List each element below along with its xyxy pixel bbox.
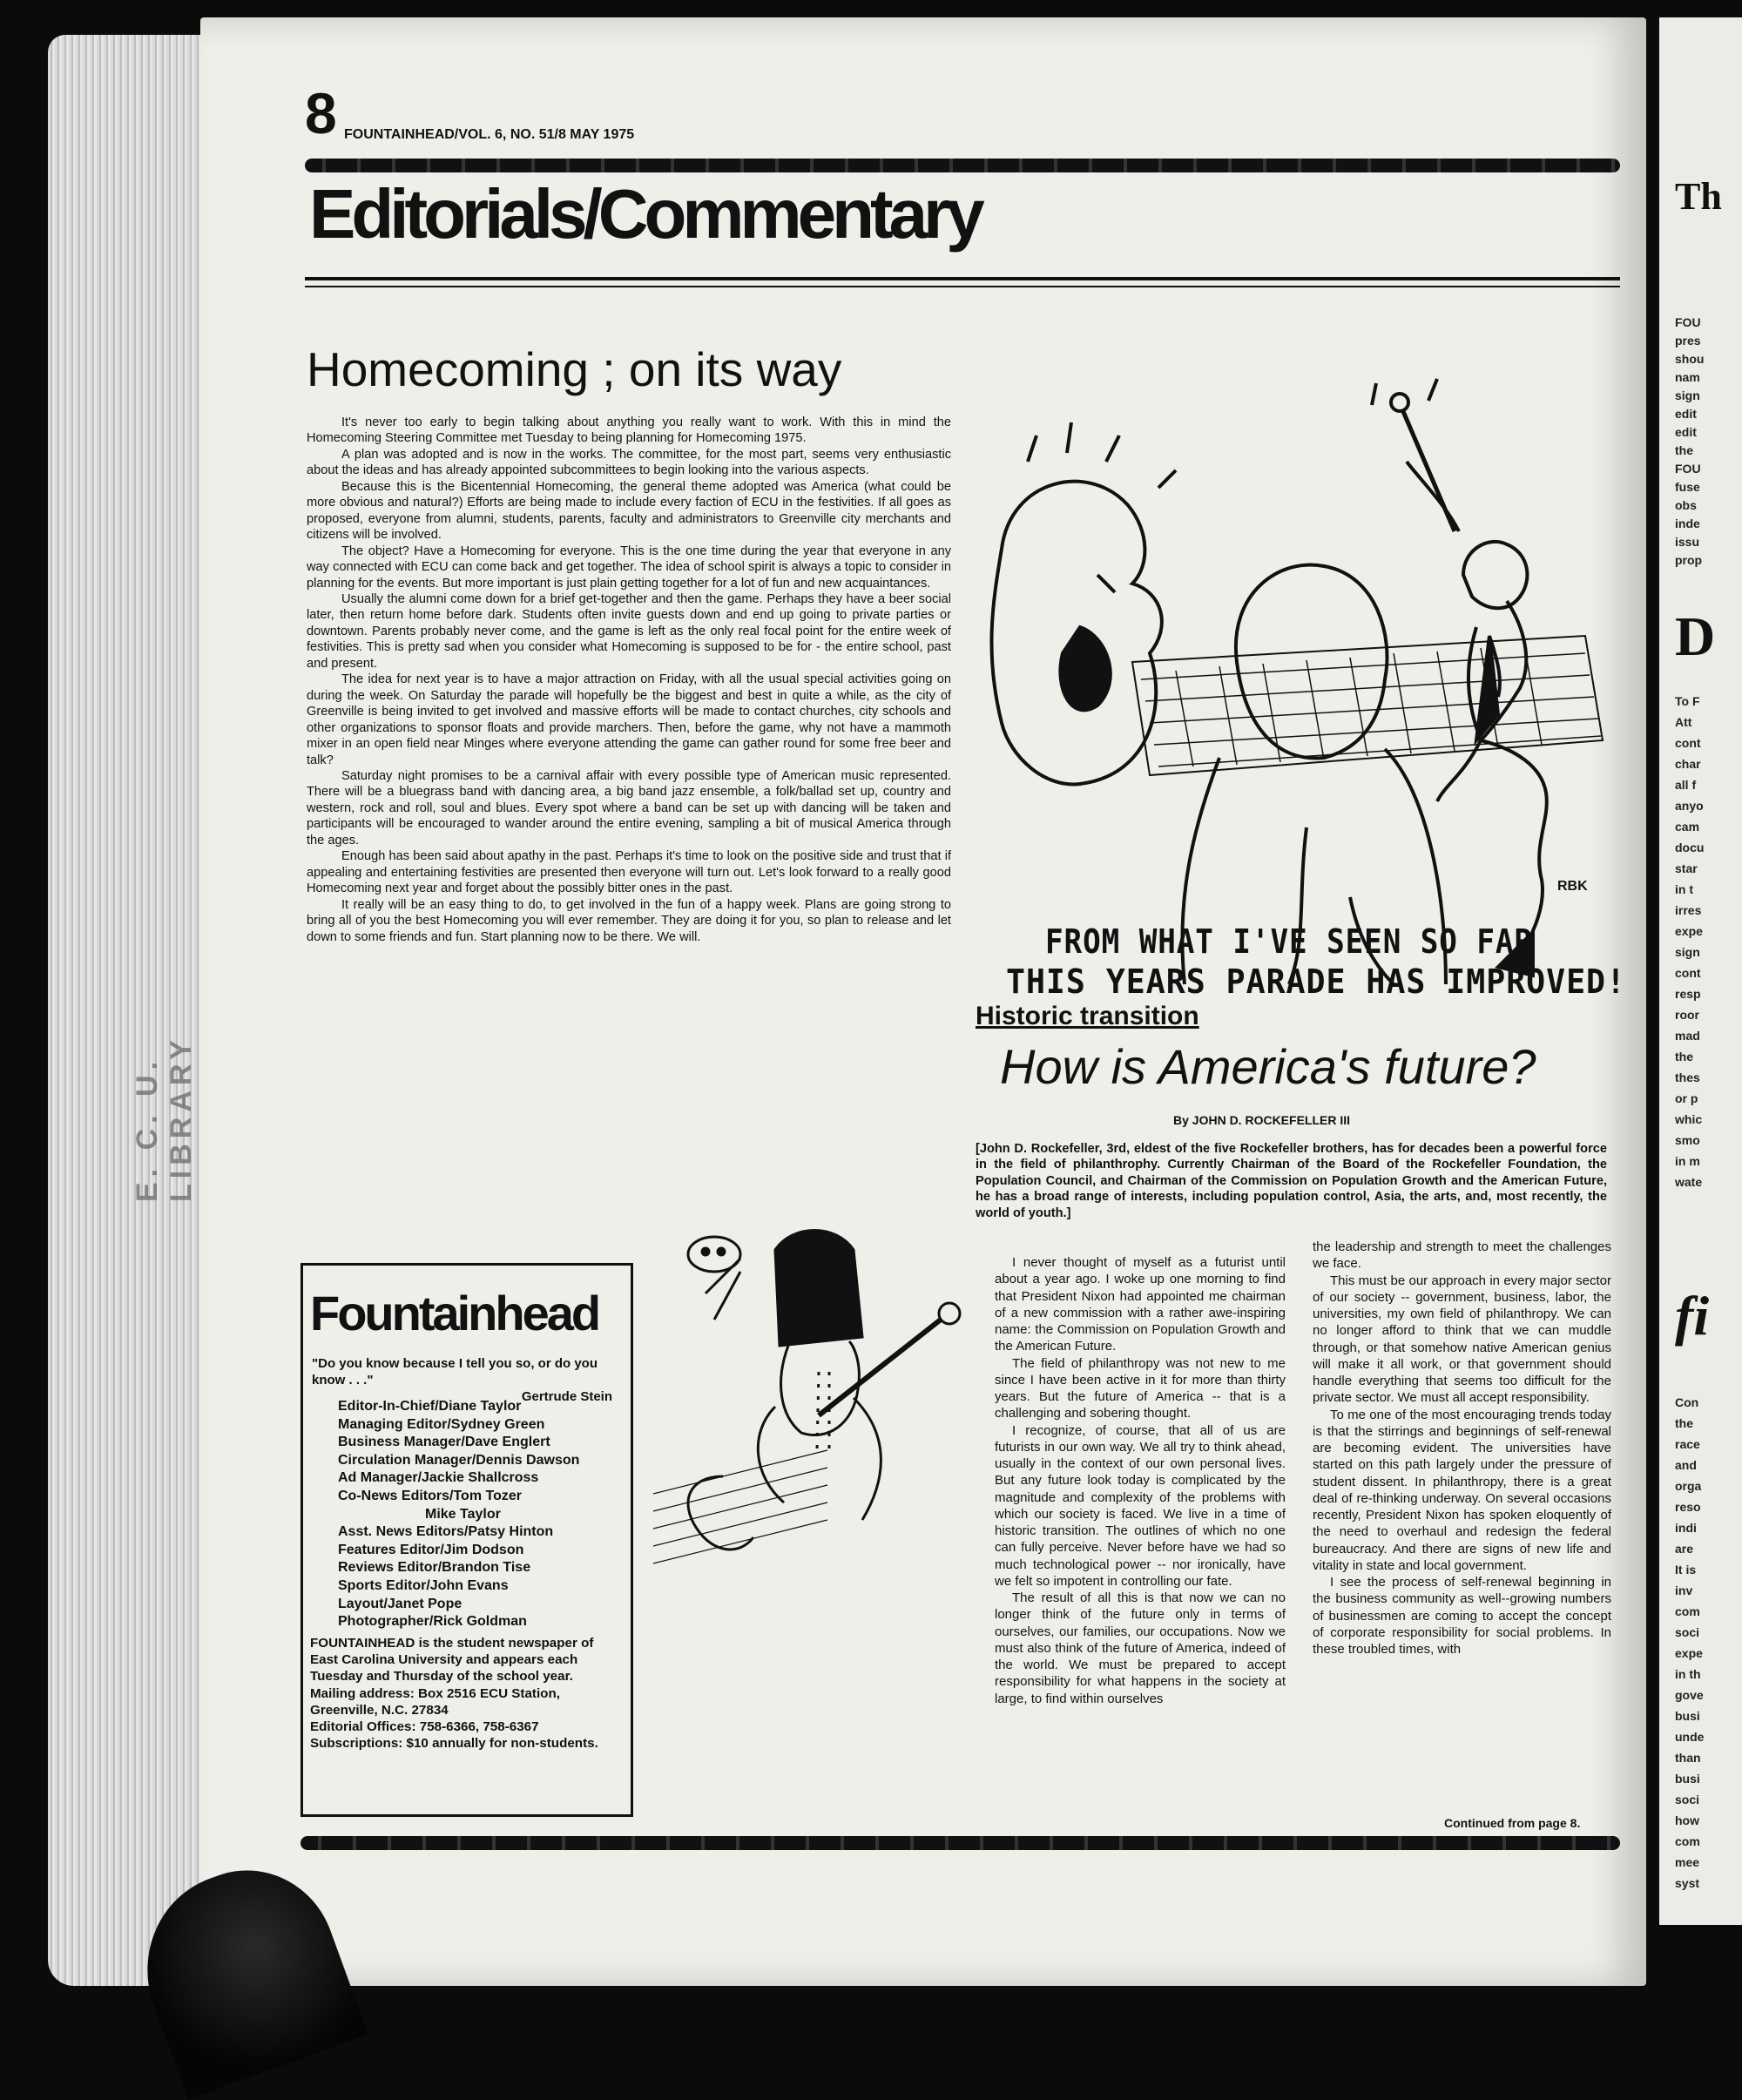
facing-page-fragment: smo <box>1675 1133 1700 1147</box>
article-paragraph: I recognize, of course, that all of us are futurists in our own way. We all try to think ahead, usually in the context of our own personal lives. But any future look today is complicated by the magnitude and complexity of the problems with which our society is faced. We live in a time of historic transition. The outlines of which no one can fully perceive. Never before have we had so much technological power -- nor ironically, have we felt so impotent in controlling our fate. <box>995 1422 1286 1589</box>
article-paragraph: To me one of the most encouraging trends today is that the stirrings and beginnings of self-renewal are becoming evident. The universities have started on this path largely under the pressure of student dissent. In philanthropy, there is a great deal of re-thinking underway. On several occasions recently, President Nixon has spoken eloquently of the need to overhaul and redesign the federal bureaucracy. And there are signs of new life and vitality in state and local government. <box>1313 1407 1611 1573</box>
section-rule-2 <box>305 286 1620 287</box>
article-intro: [John D. Rockefeller, 3rd, eldest of the five Rockefeller brothers, has for decades been a powerful force in the field of philanthrophy. Currently Chairman of the Board of the Rockefeller Foundation, the Population Council, and Chairman of the Commission on Population Growth and the American Future, he has a broad range of interests, including population control, Asia, the arts, and, most recently, the world of youth.] <box>976 1142 1607 1220</box>
article-column-2 <box>1313 1239 1611 1658</box>
editorial-body <box>307 415 951 945</box>
facing-page-fragment: prop <box>1675 553 1703 567</box>
facing-page <box>1659 17 1742 1925</box>
facing-page-fragment: D <box>1675 605 1716 667</box>
cartoon-caption-line-2: THIS YEARS PARADE HAS IMPROVED! <box>1006 962 1626 1001</box>
article-headline: How is America's future? <box>1000 1039 1536 1094</box>
facing-page-fragment: cont <box>1675 966 1701 980</box>
facing-page-fragment: cont <box>1675 736 1701 750</box>
page-number: 8 <box>305 81 337 145</box>
facing-page-fragment: nam <box>1675 370 1700 384</box>
editorial-paragraph: The idea for next year is to have a major attraction on Friday, with all the usual special activities going on during the week. On Saturday the parade will hopefully be the biggest and best in quite a while, as the city of Greenville is being invited to get involved and massive efforts will be made to contact churches, city schools and other organizations to sponsor floats and provide marchers. Then, before the game, why not have a mammoth mixer in an open field near Minges where everyone attending the game can gather round for some free beer and talk? <box>307 672 951 767</box>
subscriptions: Subscriptions: $10 annually for non-students. <box>310 1736 598 1752</box>
article-column-1 <box>995 1254 1286 1707</box>
facing-page-fragment: mad <box>1675 1029 1700 1043</box>
facing-page-fragment: mee <box>1675 1855 1700 1869</box>
facing-page-fragment: the <box>1675 1050 1693 1064</box>
staff-entry: Managing Editor/Sydney Green <box>338 1416 545 1432</box>
facing-page-fragment: gove <box>1675 1688 1704 1702</box>
facing-page-fragment: edit <box>1675 407 1697 421</box>
continued-note: Continued from page 8. <box>1444 1816 1581 1830</box>
facing-page-fragment: whic <box>1675 1112 1703 1126</box>
article-byline: By JOHN D. ROCKEFELLER III <box>1173 1113 1351 1127</box>
article-kicker: Historic transition <box>976 1002 1199 1030</box>
staff-entry: Reviews Editor/Brandon Tise <box>338 1560 531 1576</box>
facing-page-fragment: in th <box>1675 1667 1701 1681</box>
facing-page-fragment: expe <box>1675 924 1703 938</box>
facing-page-fragment: or p <box>1675 1091 1698 1105</box>
editorial-title: Homecoming ; on its way <box>307 342 842 396</box>
facing-page-fragment: in m <box>1675 1154 1700 1168</box>
cartoon-caption-line-1: FROM WHAT I'VE SEEN SO FAR <box>1045 922 1533 961</box>
article-paragraph: The field of philanthropy was not new to me since I have been active in it for more than thirty years. But the future of America -- that is a challenging and sobering thought. <box>995 1355 1286 1421</box>
facing-page-fragment: race <box>1675 1437 1700 1451</box>
facing-page-fragment: star <box>1675 861 1698 875</box>
masthead-quote-text: "Do you know because I tell you so, or do you know . . ." <box>312 1356 598 1388</box>
article-paragraph: I see the process of self-renewal beginning in the business community as well--growing numbers of businessmen are coming to accept the concept of corporate responsibility for social problems. In these troubled times, with <box>1313 1575 1611 1657</box>
facing-page-fragment: fuse <box>1675 480 1700 494</box>
staff-entry: Asst. News Editors/Patsy Hinton <box>338 1524 554 1540</box>
library-stamp: E. C. U. LIBRARY <box>131 1035 198 1202</box>
facing-page-fragment: than <box>1675 1751 1701 1765</box>
editorial-paragraph: A plan was adopted and is now in the works. The committee, for the most part, seems very enthusiastic about the ideas and has already appointed subcommittees to begin looking into the various aspects. <box>307 447 951 478</box>
editorial-paragraph: The object? Have a Homecoming for everyone. This is the one time during the year that everyone in any way connected with ECU can come back and get together. The idea of school spirit is always a topic to consider in planning for the events. But more important is just plain getting together for a lot of fun and new acquaintances. <box>307 544 951 591</box>
facing-page-fragment: irres <box>1675 903 1702 917</box>
facing-page-fragment: roor <box>1675 1008 1699 1022</box>
masthead-box <box>300 1263 633 1817</box>
editorial-paragraph: Saturday night promises to be a carnival affair with every possible type of American music represented. There will be a bluegrass band with dancing area, a big band jazz ensemble, a folk/ballad set up, country and western, rock and roll, soul and blues. Every spot where a band can be set up with dancing will be taken and participants will be encouraged to wander around the entire evening, sampling a bit of musical America through the ages. <box>307 768 951 847</box>
staff-entry: Co-News Editors/Tom Tozer <box>338 1488 522 1503</box>
mailing-address: Mailing address: Box 2516 ECU Station, Greenville, N.C. 27834 <box>310 1685 560 1718</box>
facing-page-fragment: all f <box>1675 778 1697 792</box>
facing-page-fragment: FOU <box>1675 462 1701 476</box>
facing-page-fragment: are <box>1675 1542 1694 1556</box>
editorial-offices: Editorial Offices: 758-6366, 758-6367 <box>310 1719 539 1735</box>
facing-page-fragment: shou <box>1675 352 1705 366</box>
staff-entry: Sports Editor/John Evans <box>338 1577 509 1593</box>
article-paragraph: I never thought of myself as a futurist until about a year ago. I woke up one morning to find that President Nixon had appointed me chairman of a new commission with a rather awe-inspiring name: the Commission on Population Growth and the American Future. <box>995 1255 1286 1354</box>
staff-entry: Photographer/Rick Goldman <box>338 1614 527 1630</box>
facing-page-fragment: cam <box>1675 820 1700 834</box>
section-rule-1 <box>305 277 1620 280</box>
staff-entry: Editor-In-Chief/Diane Taylor <box>338 1399 522 1414</box>
section-heading: Editorials/Commentary <box>309 175 981 253</box>
facing-page-fragment: how <box>1675 1813 1699 1827</box>
staff-entry: Ad Manager/Jackie Shallcross <box>338 1470 539 1486</box>
facing-page-fragment: It is <box>1675 1563 1697 1577</box>
facing-page-fragment: inv <box>1675 1583 1693 1597</box>
facing-page-fragment: issu <box>1675 535 1700 549</box>
facing-page-fragment: soci <box>1675 1793 1700 1806</box>
facing-page-fragment: obs <box>1675 498 1697 512</box>
facing-page-fragment: docu <box>1675 841 1705 854</box>
drum-major-cartoon <box>601 1189 967 1572</box>
facing-page-fragment: busi <box>1675 1709 1700 1723</box>
facing-page-fragment: com <box>1675 1604 1700 1618</box>
facing-page-fragment: pres <box>1675 334 1701 348</box>
staff-list <box>338 1398 579 1631</box>
facing-page-fragment: sign <box>1675 945 1700 959</box>
facing-page-fragment: inde <box>1675 517 1700 530</box>
masthead-quote-author: Gertrude Stein <box>521 1389 612 1404</box>
facing-page-fragment: char <box>1675 757 1701 771</box>
staff-entry: Circulation Manager/Dennis Dawson <box>338 1452 580 1468</box>
facing-page-fragment: expe <box>1675 1646 1703 1660</box>
bottom-wavy-rule <box>300 1836 1620 1850</box>
facing-page-fragment: To F <box>1675 694 1700 708</box>
masthead-title: Fountainhead <box>310 1286 599 1340</box>
article-paragraph: The result of all this is that now we can no longer think of the future only in terms of ourselves, our families, our occupations. Now we must also think of the future of America, indeed of the world. We must be prepared to accept responsibility for what happens in the society at large, to find within ourselves <box>995 1590 1286 1706</box>
facing-page-fragment: in t <box>1675 882 1693 896</box>
facing-page-fragment: FOU <box>1675 315 1701 329</box>
staff-entry: Features Editor/Jim Dodson <box>338 1542 524 1557</box>
editorial-paragraph: Usually the alumni come down for a brief get-together and then the game. Perhaps they have a beer social later, then return home before dark. Students often invite guests down and end up going to private parties or downtown. Parents probably never come, and the game is left as the only real focal point for the entire week of festivities. This is pretty sad when you consider what Homecoming is supposed to be for - the entire school, past and present. <box>307 591 951 671</box>
facing-page-fragment: Att <box>1675 715 1692 729</box>
staff-entry: Business Manager/Dave Englert <box>338 1435 550 1450</box>
facing-page-fragment: soci <box>1675 1625 1700 1639</box>
facing-page-fragment: sign <box>1675 388 1700 402</box>
article-paragraph: This must be our approach in every major sector of our society -- government, business, labor, the universities, my own field of philanthropy. We can no longer afford to think that we can muddle through, or that somehow native American genius will make it all work, or that government should handle everything that seems too difficult for the private sector. We must all accept responsibility. <box>1313 1273 1611 1406</box>
facing-page-fragment: syst <box>1675 1876 1700 1890</box>
facing-page-fragment: anyo <box>1675 799 1704 813</box>
editorial-paragraph: It really will be an easy thing to do, to get involved in the fun of a happy week. Plans are going strong to bring all of you the best Homecoming you will ever remember. They are doing it for you, so plan to release and let down to some friends and fun. Start planning now to be there. We will. <box>307 897 951 944</box>
facing-page-fragment: the <box>1675 443 1693 457</box>
cartoon-signature: RBK <box>1557 879 1588 894</box>
about-text: FOUNTAINHEAD is the student newspaper of East Carolina University and appears each Tuesday and Thursday of the school year. <box>310 1636 594 1685</box>
staff-entry: Layout/Janet Pope <box>338 1596 463 1611</box>
facing-page-fragment: the <box>1675 1416 1693 1430</box>
facing-page-fragment: busi <box>1675 1772 1700 1786</box>
staff-entry: Mike Taylor <box>425 1506 501 1522</box>
editorial-paragraph: Enough has been said about apathy in the past. Perhaps it's time to look on the positive side and trust that if appealing and entertaining festivities are presented then everyone will turn out. Let's look forward to a really good Homecoming next year and forget about the possibly bitter ones in the past. <box>307 849 951 896</box>
folio-line: FOUNTAINHEAD/VOL. 6, NO. 51/8 MAY 1975 <box>344 127 635 142</box>
editorial-paragraph: Because this is the Bicentennial Homecoming, the general theme adopted was America (what could be more obvious and natural?) Efforts are being made to include every faction of ECU in the festivities. If all goes as proposed, everyone from alumni, students, parents, faculty and administrators to Greenville city merchants and citizens will be involved. <box>307 479 951 543</box>
facing-page-fragment: Th <box>1675 175 1722 218</box>
facing-page-fragment: orga <box>1675 1479 1702 1493</box>
parade-cartoon <box>976 375 1637 1002</box>
article-paragraph: the leadership and strength to meet the challenges we face. <box>1313 1239 1611 1272</box>
facing-page-fragment: edit <box>1675 425 1697 439</box>
facing-page-fragment: indi <box>1675 1521 1697 1535</box>
facing-page-fragment: reso <box>1675 1500 1701 1514</box>
facing-page-fragment: thes <box>1675 1070 1700 1084</box>
top-wavy-rule <box>305 159 1620 172</box>
facing-page-fragment: com <box>1675 1834 1700 1848</box>
facing-page-fragment: and <box>1675 1458 1697 1472</box>
masthead-about <box>310 1635 619 1752</box>
facing-page-fragment: fi <box>1675 1285 1710 1347</box>
facing-page-fragment: resp <box>1675 987 1701 1001</box>
editorial-paragraph: It's never too early to begin talking about anything you really want to work. With this in mind the Homecoming Steering Committee met Tuesday to being planning for Homecoming 1975. <box>307 415 951 446</box>
facing-page-fragment: unde <box>1675 1730 1705 1744</box>
facing-page-fragment: Con <box>1675 1395 1699 1409</box>
facing-page-fragment: wate <box>1675 1175 1703 1189</box>
